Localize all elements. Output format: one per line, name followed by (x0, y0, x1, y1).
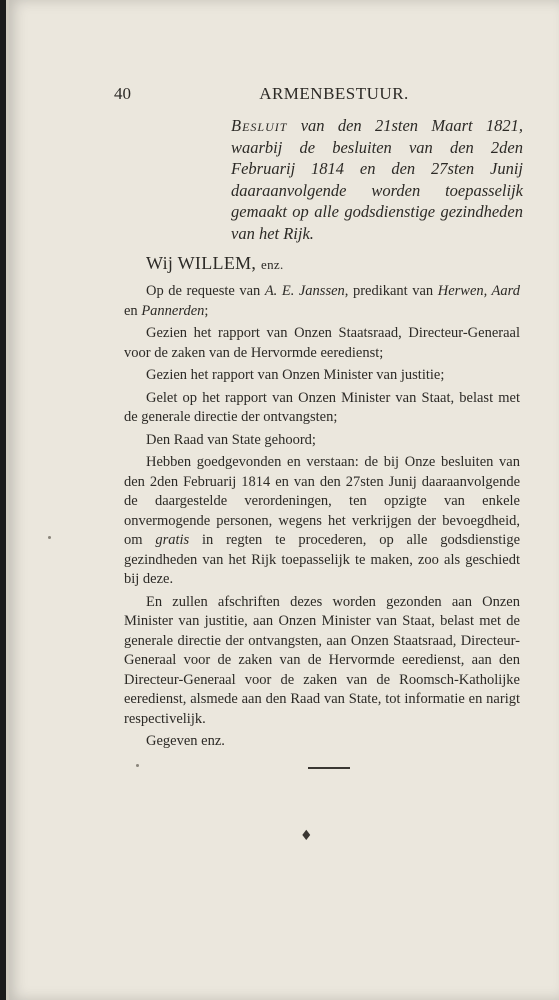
paragraph-gezien-staatsraad: Gezien het rapport van Onzen Staatsraad, Directeur-Generaal voor de zaken van de Hervormde eeredienst; (124, 325, 520, 361)
paragraph-gelet: Gelet op het rapport van Onzen Minister van Staat, belast met de generale directie der ontvangsten; (124, 389, 520, 425)
opening-enz: enz. (261, 257, 284, 272)
paragraph-requeste: Op de requeste van A. E. Janssen, predikant van Herwen, Aard en Pannerden; (124, 283, 521, 319)
decree-body (124, 282, 520, 755)
place-name: Herwen, Aard (437, 283, 521, 299)
decree-title-text: van den 21sten Maart 1821, waarbij de besluiten van den 2den Februarij 1814 en den 27sten Junij daaraanvolgende worden toepasselijk gemaakt op alle godsdienstige gezindheden van het Rijk. (231, 116, 523, 243)
decree-lead-word: Besluit (231, 116, 288, 135)
paragraph-gezien-justitie: Gezien het rapport van Onzen Minister van justitie; (146, 367, 445, 383)
opening-wij: Wij WILLEM, (146, 253, 257, 273)
paragraph-gegeven: Gegeven enz. (146, 733, 225, 749)
petitioner-name: A. E. Janssen (264, 283, 345, 299)
opening-formula (146, 253, 284, 274)
paragraph-hebben-goedgevonden: Hebben goedgevonden en verstaan: de bij Onze besluiten van den 2den Februarij 1814 en van den 27sten Junij daaraanvolgende de daargestelde verordeningen, ten opzigte van enkele onvermogende personen, wegens het verkrijgen der bevoegdheid, om gratis in regten te procederen, op alle godsdienstige gezindheden van het Rijk toepasselijk te maken, zoo als geschiedt bij deze. (124, 454, 521, 587)
page-edge (6, 0, 9, 1000)
paper-speck (136, 764, 139, 767)
paragraph-raad-van-state: Den Raad van State gehoord; (146, 431, 316, 448)
running-head: ARMENBESTUUR. (259, 84, 409, 103)
place-name-2: Pannerden (141, 302, 205, 319)
closing-rule (308, 767, 350, 769)
page-header (114, 84, 514, 106)
book-page (6, 0, 559, 1000)
gratis-word: gratis (155, 532, 190, 548)
paragraph-afschriften: En zullen afschriften dezes worden gezonden aan Onzen Minister van justitie, aan Onzen Minister van Staat, belast met de generale directie der ontvangsten, aan Onzen Staatsraad, Directeur-Generaal voor de zaken van de Hervormde eeredienst, aan den Directeur-Generaal voor de zaken van de Roomsch-Katholijke eeredienst, alsmede aan den Raad van State, tot informatie en narigt respectivelijk. (124, 593, 520, 727)
page-number: 40 (114, 84, 131, 103)
paper-speck (48, 536, 51, 539)
signature-mark-icon: ♦ (300, 828, 313, 844)
decree-title (231, 115, 523, 245)
